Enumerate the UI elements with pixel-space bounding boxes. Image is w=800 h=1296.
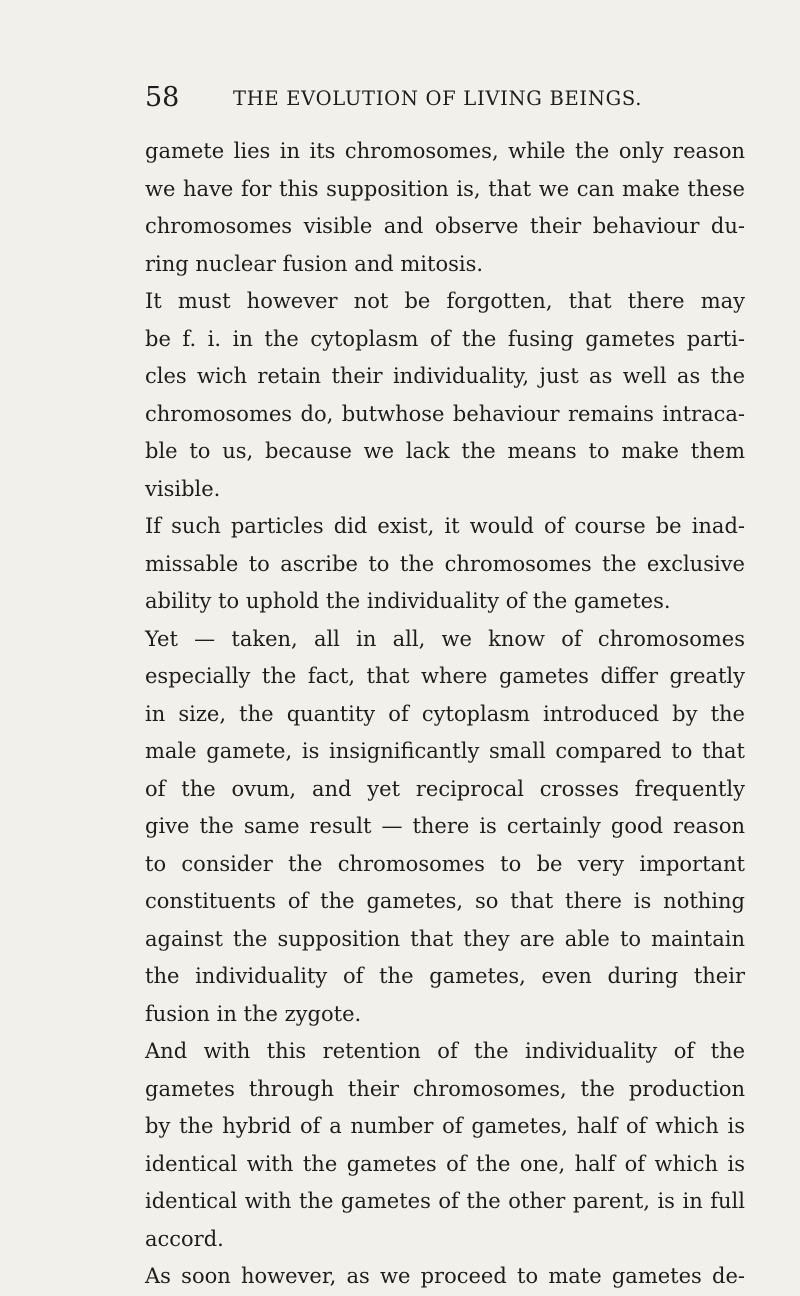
body-text: [145, 133, 745, 1296]
text-line: chromosomes visible and observe their behaviour du-: [145, 214, 745, 238]
text-line: accord.: [145, 1226, 224, 1251]
text-line: gamete lies in its chromosomes, while the only reason: [145, 139, 745, 163]
text-line: gametes through their chromosomes, the production: [145, 1076, 745, 1101]
text-line: identical with the gametes of the other parent, is in full: [145, 1189, 745, 1213]
page-number: 58: [145, 82, 180, 113]
text-line: If such particles did exist, it would of course be inad-: [145, 514, 745, 538]
running-title: THE EVOLUTION OF LIVING BEINGS.: [233, 87, 643, 110]
text-line: ring nuclear fusion and mitosis.: [145, 251, 484, 276]
text-line: we have for this supposition is, that we can make these: [145, 176, 745, 201]
text-line: of the ovum, and yet reciprocal crosses frequently: [145, 776, 745, 801]
text-line: visible.: [145, 476, 221, 501]
text-line: constituents of the gametes, so that there is nothing: [145, 889, 745, 913]
text-line: be f. i. in the cytoplasm of the fusing gametes parti-: [145, 326, 745, 351]
text-line: against the supposition that they are able to maintain: [145, 926, 745, 951]
text-line: And with this retention of the individuality of the: [145, 1039, 745, 1063]
text-line: cles wich retain their individuality, just as well as the: [145, 364, 745, 388]
text-line: in size, the quantity of cytoplasm introduced by the: [145, 701, 745, 726]
text-line: Yet — taken, all in all, we know of chromosomes: [145, 626, 745, 651]
text-line: identical with the gametes of the one, half of which is: [145, 1151, 745, 1176]
text-line: ability to uphold the individuality of the gametes.: [145, 589, 671, 613]
text-line: chromosomes do, butwhose behaviour remains intraca-: [145, 401, 745, 426]
text-line: especially the fact, that where gametes differ greatly: [145, 664, 745, 688]
text-line: male gamete, is insignificantly small compared to that: [145, 739, 745, 763]
text-line: ble to us, because we lack the means to make them: [145, 439, 745, 463]
text-line: to consider the chromosomes to be very important: [145, 851, 745, 876]
text-line: by the hybrid of a number of gametes, half of which is: [145, 1114, 745, 1138]
text-line: give the same result — there is certainly good reason: [145, 814, 745, 838]
text-line: missable to ascribe to the chromosomes the exclusive: [145, 551, 745, 576]
page-header: [145, 82, 665, 114]
text-line: fusion in the zygote.: [145, 1001, 362, 1026]
text-line: the individuality of the gametes, even during their: [145, 964, 745, 988]
text-line: It must however not be forgotten, that there may: [145, 289, 745, 313]
text-line: As soon however, as we proceed to mate gametes de-: [145, 1264, 745, 1288]
